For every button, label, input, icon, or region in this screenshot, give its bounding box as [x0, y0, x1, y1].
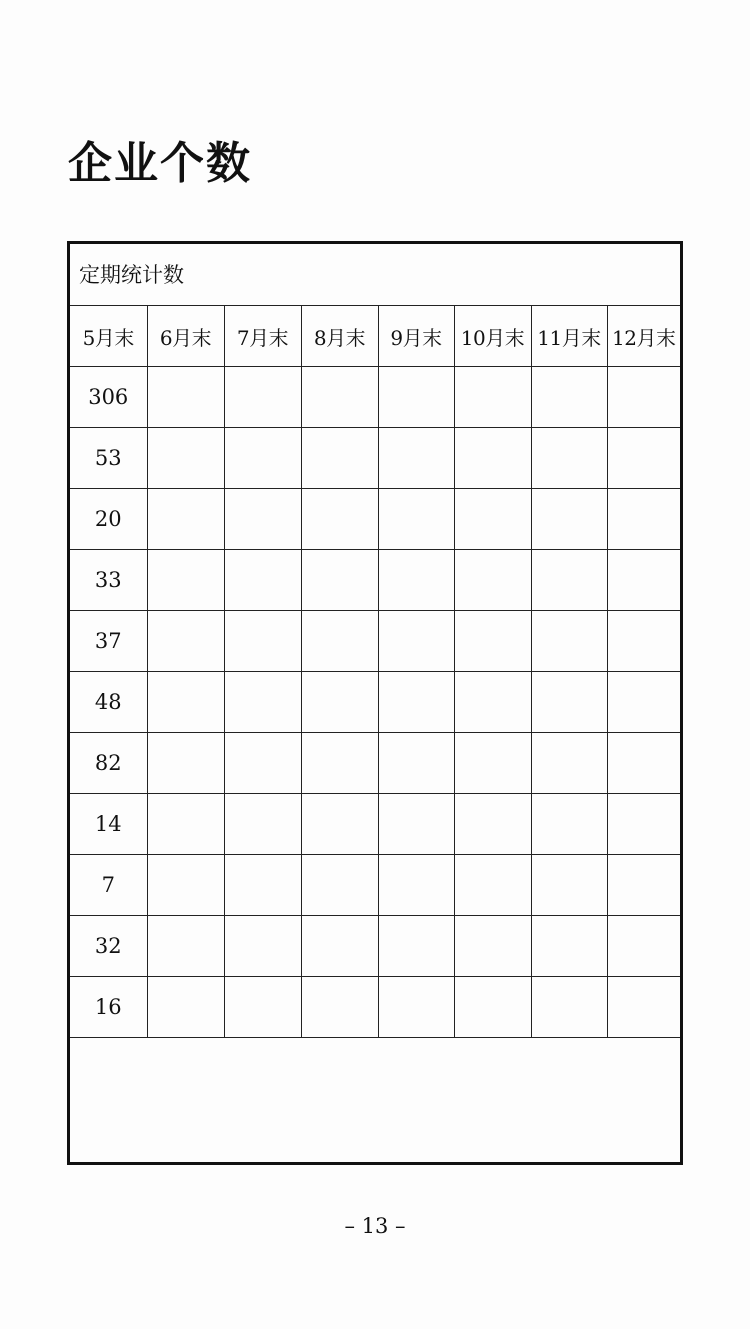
table-cell	[224, 550, 301, 611]
table-row	[70, 550, 680, 611]
table-cell	[607, 855, 680, 916]
table-cell	[378, 672, 454, 733]
table-cell: 37	[70, 611, 147, 672]
table-cell	[378, 855, 454, 916]
column-header: 6月末	[147, 306, 224, 367]
page-number: – 13 –	[344, 1214, 406, 1238]
table-cell: 33	[70, 550, 147, 611]
table-cell	[454, 550, 531, 611]
table-cell	[224, 977, 301, 1038]
table-cell	[454, 611, 531, 672]
table-cell	[531, 794, 607, 855]
table-cell	[607, 550, 680, 611]
table-cell: 14	[70, 794, 147, 855]
table-cell	[378, 367, 454, 428]
table-row	[70, 733, 680, 794]
table-cell	[607, 794, 680, 855]
table-cell	[531, 916, 607, 977]
column-header: 8月末	[301, 306, 378, 367]
table-cell	[301, 428, 378, 489]
table-cell	[454, 916, 531, 977]
table-cell	[147, 794, 224, 855]
table-cell	[454, 733, 531, 794]
table-cell: 16	[70, 977, 147, 1038]
table-cell	[607, 977, 680, 1038]
table-cell	[531, 611, 607, 672]
table-cell	[454, 794, 531, 855]
table-cell	[531, 672, 607, 733]
table-row	[70, 672, 680, 733]
table-cell	[147, 550, 224, 611]
statistics-table-frame	[67, 241, 683, 1165]
table-cell	[531, 733, 607, 794]
table-cell	[378, 550, 454, 611]
table-cell	[301, 794, 378, 855]
table-cell	[454, 367, 531, 428]
table-cell	[147, 672, 224, 733]
table-cell	[531, 550, 607, 611]
table-cell	[378, 428, 454, 489]
table-cell	[224, 367, 301, 428]
table-cell	[454, 855, 531, 916]
table-cell	[224, 672, 301, 733]
table-row	[70, 855, 680, 916]
table-cell	[224, 733, 301, 794]
table-cell	[224, 855, 301, 916]
table-cell	[224, 794, 301, 855]
table-row	[70, 611, 680, 672]
column-header: 7月末	[224, 306, 301, 367]
table-cell	[607, 672, 680, 733]
column-header: 12月末	[607, 306, 680, 367]
table-cell	[301, 672, 378, 733]
table-cell	[454, 428, 531, 489]
table-cell: 306	[70, 367, 147, 428]
table-row	[70, 794, 680, 855]
table-cell	[147, 733, 224, 794]
table-cell	[301, 733, 378, 794]
table-cell	[147, 367, 224, 428]
table-caption-row	[70, 244, 680, 306]
table-cell: 53	[70, 428, 147, 489]
table-cell	[147, 977, 224, 1038]
table-cell	[224, 916, 301, 977]
table-cell	[531, 855, 607, 916]
table-cell	[301, 977, 378, 1038]
table-cell	[607, 428, 680, 489]
table-cell	[531, 977, 607, 1038]
column-header: 11月末	[531, 306, 607, 367]
table-cell	[454, 977, 531, 1038]
table-cell	[607, 733, 680, 794]
monthly-count-table	[70, 306, 680, 1038]
column-header: 10月末	[454, 306, 531, 367]
table-row	[70, 489, 680, 550]
table-cell	[301, 367, 378, 428]
table-cell	[378, 611, 454, 672]
table-row	[70, 367, 680, 428]
table-cell	[378, 489, 454, 550]
table-cell: 82	[70, 733, 147, 794]
table-cell	[224, 611, 301, 672]
page-title: 企业个数	[68, 138, 252, 189]
table-cell	[301, 550, 378, 611]
table-cell	[301, 611, 378, 672]
table-cell	[378, 733, 454, 794]
table-cell	[378, 794, 454, 855]
table-cell	[378, 916, 454, 977]
table-cell	[301, 916, 378, 977]
table-cell	[607, 489, 680, 550]
table-row	[70, 428, 680, 489]
table-cell	[607, 367, 680, 428]
table-row	[70, 916, 680, 977]
column-header: 9月末	[378, 306, 454, 367]
table-cell	[147, 428, 224, 489]
table-cell	[531, 367, 607, 428]
table-row	[70, 977, 680, 1038]
table-cell	[147, 916, 224, 977]
table-cell	[147, 611, 224, 672]
table-cell	[454, 489, 531, 550]
table-cell: 7	[70, 855, 147, 916]
table-cell	[607, 611, 680, 672]
table-cell	[224, 489, 301, 550]
column-header: 5月末	[70, 306, 147, 367]
table-cell	[454, 672, 531, 733]
table-cell	[301, 855, 378, 916]
table-cell	[531, 428, 607, 489]
table-cell: 48	[70, 672, 147, 733]
table-cell	[378, 977, 454, 1038]
table-header-row	[70, 306, 680, 367]
table-caption: 定期统计数	[79, 263, 184, 287]
table-cell	[607, 916, 680, 977]
table-cell	[301, 489, 378, 550]
table-cell	[147, 855, 224, 916]
table-cell: 20	[70, 489, 147, 550]
table-cell	[147, 489, 224, 550]
table-cell	[531, 489, 607, 550]
table-cell	[224, 428, 301, 489]
table-cell: 32	[70, 916, 147, 977]
